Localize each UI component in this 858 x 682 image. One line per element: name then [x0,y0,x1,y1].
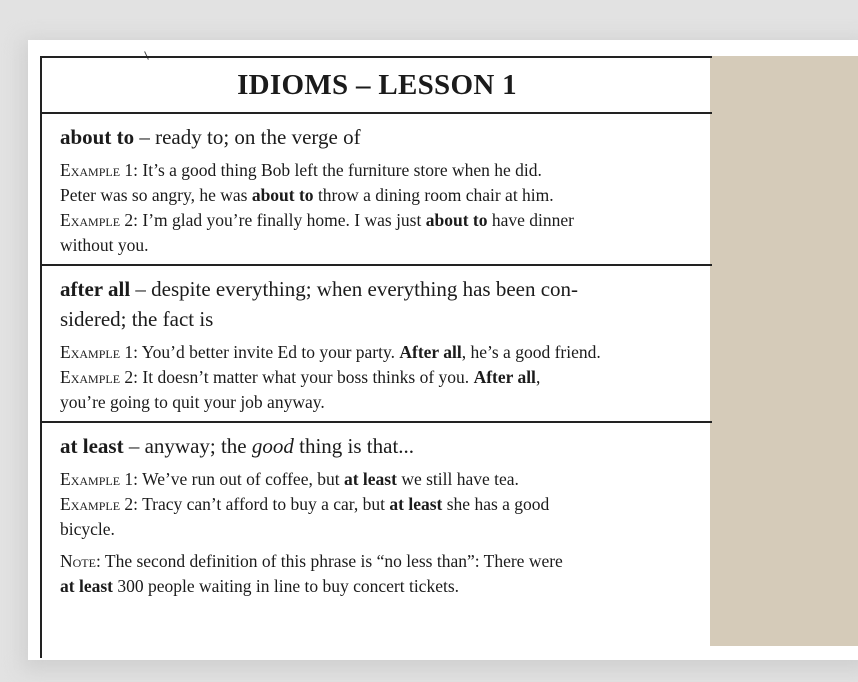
heading-dash: – [134,125,156,149]
entry-at-least [42,423,712,605]
example-line [60,208,706,233]
note-text: The second definition of this phrase is “no less than”: There were [100,551,563,571]
example-text: she has a good [442,494,550,514]
idiom-highlight: about to [425,210,488,230]
example-line [60,467,706,492]
example-text: It’s a good thing Bob left the furniture store when he did. [138,160,542,180]
example-text: We’ve run out of coffee, but [138,469,344,489]
example-text: throw a dining room chair at him. [313,185,554,205]
idiom-term: after all [60,277,131,301]
example-line [60,492,706,517]
example-text: you’re going to quit your job anyway. [60,392,325,412]
beige-margin-panel [710,56,858,646]
idiom-highlight: After all [473,367,536,387]
note-line [60,549,706,574]
example-label: Example 2: [60,367,139,387]
entry-after-all [42,266,712,423]
idiom-definition-continued: sidered; the fact is [60,307,214,331]
example-text: You’d better invite Ed to your party. [138,342,400,362]
idiom-definition: thing is that... [293,434,415,458]
example-label: Example 1: [60,469,139,489]
idiom-definition-emphasis: good [251,434,294,458]
idiom-definition: anyway; the [144,434,252,458]
example-line [60,365,706,390]
example-line [60,390,706,415]
example-text: , [535,367,541,387]
example-text: Tracy can’t afford to buy a car, but [138,494,390,514]
idiom-highlight: After all [399,342,462,362]
example-label: Example 1: [60,160,139,180]
example-line [60,517,706,542]
example-text: we still have tea. [396,469,519,489]
example-line [60,233,706,258]
example-line [60,183,706,208]
heading-dash: – [123,434,145,458]
idioms-lesson-card [40,56,712,658]
spacer [60,542,706,549]
note-label: Note: [60,551,101,571]
example-line [60,158,706,183]
entry-heading [60,274,706,334]
example-label: Example 2: [60,494,139,514]
example-label: Example 1: [60,342,139,362]
example-text: I’m glad you’re finally home. I was just [138,210,426,230]
entry-about-to [42,114,712,266]
example-text: without you. [60,235,149,255]
idiom-highlight: about to [251,185,314,205]
heading-dash: – [130,277,152,301]
example-text: It doesn’t matter what your boss thinks of you. [138,367,474,387]
idiom-definition: ready to; on the verge of [155,125,361,149]
note-line [60,574,706,599]
example-label: Example 2: [60,210,139,230]
example-text: have dinner [487,210,574,230]
entry-heading [60,431,706,461]
example-text: bicycle. [60,519,115,539]
example-text: , he’s a good friend. [461,342,601,362]
example-text: Peter was so angry, he was [60,185,252,205]
idiom-highlight: at least [343,469,397,489]
entry-heading [60,122,706,152]
example-line [60,340,706,365]
idiom-term: at least [60,434,124,458]
lesson-title: IDIOMS – LESSON 1 [42,58,712,114]
idiom-highlight: at least [60,576,113,596]
note-text: 300 people waiting in line to buy concert tickets. [112,576,460,596]
idiom-definition: despite everything; when everything has been con- [151,277,579,301]
page [28,40,858,660]
idiom-term: about to [60,125,135,149]
idiom-highlight: at least [389,494,443,514]
